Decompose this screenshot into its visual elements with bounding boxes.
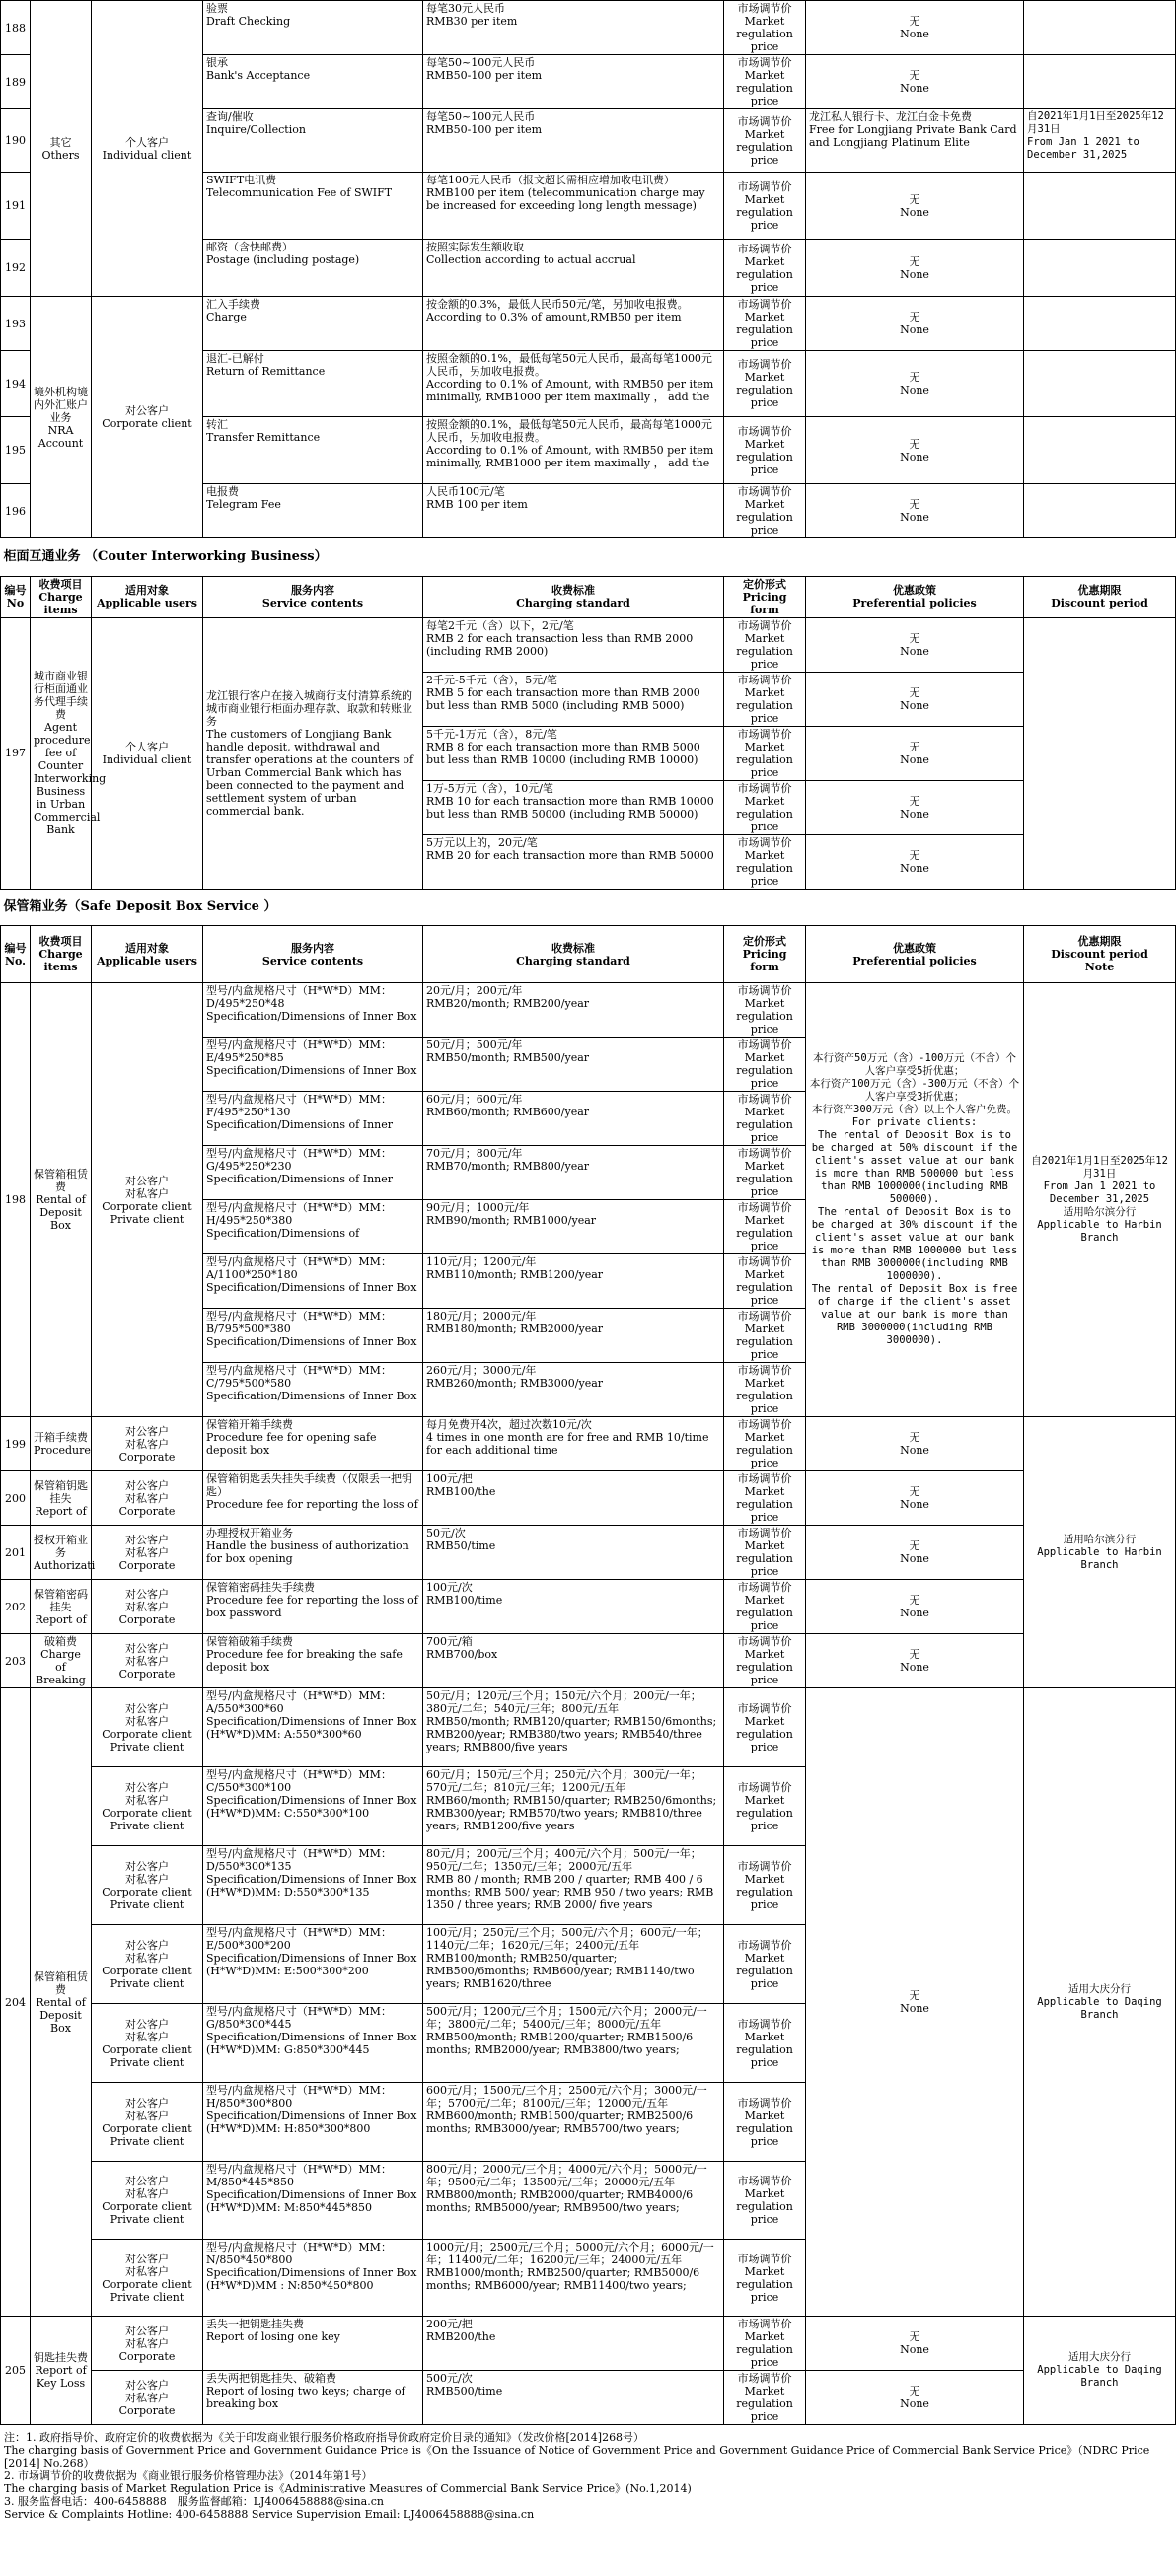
header-content: 服务内容 Service contents	[203, 576, 423, 617]
pricing-form: 市场调节价 Market regulation price	[724, 109, 806, 173]
table-row	[1, 617, 1176, 672]
charging-standard: 1000元/月；2500元/三个月；5000元/六个月；6000元/一年；11400元/二年；16200元/三年；24000元/五年 RMB1000/month; RMB2500/quarter; RMB5000/6 months; RMB6000/year; RMB11400/two years;	[423, 2240, 724, 2317]
charging-standard: 800元/月；2000元/三个月；4000元/六个月；5000元/一年；9500元/二年；13500元/三年；20000元/五年 RMB800/month; RMB2000/quarter; RMB4000/6 months; RMB5000/year; RMB9500/two years;	[423, 2162, 724, 2240]
preferential-policy: 无 None	[806, 297, 1024, 351]
header-row	[1, 576, 1176, 617]
charge-item: 城市商业银行柜面通业务代理手续费 Agent procedure fee of Counter Interworking Business in Urban Commercial Bank	[31, 617, 92, 889]
service-content: 保管箱钥匙丢失挂失手续费（仅限丢一把钥匙） Procedure fee for reporting the loss of	[203, 1471, 423, 1526]
header-user: 适用对象 Applicable users	[92, 926, 203, 983]
applicable-users: 对公客户 对私客户 Corporate	[92, 1417, 203, 1471]
service-content: 丢失两把钥匙挂失、破箱费 Report of losing two keys; charge of breaking box	[203, 2371, 423, 2425]
header-form: 定价形式 Pricing form	[724, 926, 806, 983]
pricing-form: 市场调节价 Market regulation price	[724, 2004, 806, 2083]
charging-standard: 110元/月；1200元/年 RMB110/month; RMB1200/year	[423, 1254, 724, 1309]
row-number: 200	[1, 1471, 31, 1526]
row-number: 198	[1, 983, 31, 1417]
table-row	[1, 1471, 1176, 1526]
charging-standard: 按金额的0.3%，最低人民币50元/笔，另加收电报费。 According to 0.3% of amount,RMB50 per item	[423, 297, 724, 351]
charging-standard: 50元/次 RMB50/time	[423, 1526, 724, 1580]
header-row	[1, 926, 1176, 983]
pricing-form: 市场调节价 Market regulation price	[724, 2083, 806, 2162]
pricing-form: 市场调节价 Market regulation price	[724, 173, 806, 240]
preferential-policy: 无 None	[806, 1471, 1024, 1526]
charging-standard: 按照金额的0.1%，最低每笔50元人民币，最高每笔1000元人民币，另加收电报费。 According to 0.1% of Amount, with RMB50 per item minimally, RMB1000 per item maximally ， add the	[423, 351, 724, 417]
applicable-users: 对公客户 对私客户 Corporate	[92, 2317, 203, 2371]
row-number: 191	[1, 173, 31, 240]
pricing-form: 市场调节价 Market regulation price	[724, 726, 806, 780]
service-content: 邮资（含快邮费） Postage (including postage)	[203, 240, 423, 297]
applicable-users: 对公客户 对私客户 Corporate	[92, 1580, 203, 1634]
service-content: 保管箱密码挂失手续费 Procedure fee for reporting the loss of box password	[203, 1580, 423, 1634]
service-content: 型号/内盒规格尺寸（H*W*D）MM：A/1100*250*180 Specification/Dimensions of Inner Box	[203, 1254, 423, 1309]
service-content: 型号/内盒规格尺寸（H*W*D）MM：D/495*250*48 Specification/Dimensions of Inner Box	[203, 983, 423, 1038]
applicable-users: 对公客户 对私客户 Corporate client Private client	[92, 2240, 203, 2317]
preferential-policy: 无 None	[806, 780, 1024, 834]
preferential-policy: 无 None	[806, 1580, 1024, 1634]
charging-standard: 每笔100元人民币（报文超长需相应增加收电讯费） RMB100 per item (telecommunication charge may be increased for exceeding long length message)	[423, 173, 724, 240]
safe-deposit-table	[0, 925, 1176, 2425]
preferential-policy: 无 None	[806, 672, 1024, 726]
note-3-en: Service & Complaints Hotline: 400-6458888 Service Supervision Email: LJ4006458888@sina.cn	[4, 2508, 535, 2521]
charging-standard: 每月免费开4次，超过次数10元/次 4 times in one month are for free and RMB 10/time for each additional time	[423, 1417, 724, 1471]
charge-item: 保管箱租赁费 Rental of Deposit Box	[31, 983, 92, 1417]
service-content: 保管箱破箱手续费 Procedure fee for breaking the safe deposit box	[203, 1634, 423, 1688]
service-content: 电报费 Telegram Fee	[203, 484, 423, 538]
preferential-policy: 无 None	[806, 726, 1024, 780]
preferential-policy: 无 None	[806, 55, 1024, 109]
pricing-form: 市场调节价 Market regulation price	[724, 1925, 806, 2004]
preferential-policy: 无 None	[806, 240, 1024, 297]
pricing-form: 市场调节价 Market regulation price	[724, 1634, 806, 1688]
discount-period	[1024, 484, 1176, 538]
header-content: 服务内容 Service contents	[203, 926, 423, 983]
pricing-form: 市场调节价 Market regulation price	[724, 672, 806, 726]
pricing-form: 市场调节价 Market regulation price	[724, 2240, 806, 2317]
pricing-form: 市场调节价 Market regulation price	[724, 55, 806, 109]
pricing-form: 市场调节价 Market regulation price	[724, 297, 806, 351]
charging-standard: 每笔30元人民币 RMB30 per item	[423, 1, 724, 55]
charging-standard: 100元/把 RMB100/the	[423, 1471, 724, 1526]
row-number: 196	[1, 484, 31, 538]
charge-item: 破箱费 Charge of Breaking	[31, 1634, 92, 1688]
discount-period: 自2021年1月1日至2025年12月31日 From Jan 1 2021 to December 31,2025	[1024, 109, 1176, 173]
header-period: 优惠期限 Discount period Note	[1024, 926, 1176, 983]
preferential-policy: 无 None	[806, 1688, 1024, 2317]
preferential-policy: 无 None	[806, 1526, 1024, 1580]
pricing-form: 市场调节价 Market regulation price	[724, 240, 806, 297]
charging-standard: 20元/月；200元/年 RMB20/month; RMB200/year	[423, 983, 724, 1038]
applicable-users: 对公客户 对私客户 Corporate	[92, 1634, 203, 1688]
header-policy: 优惠政策 Preferential policies	[806, 576, 1024, 617]
preferential-policy: 龙江私人银行卡、龙江白金卡免费 Free for Longjiang Private Bank Card and Longjiang Platinum Elite	[806, 109, 1024, 173]
charging-standard: 600元/月；1500元/三个月；2500元/六个月；3000元/一年；5700元/二年；8100元/三年；12000元/五年 RMB600/month; RMB1500/quarter; RMB2500/6 months; RMB3000/year; RMB5700/two years;	[423, 2083, 724, 2162]
charging-standard: 50元/月；120元/三个月；150元/六个月；200元/一年；380元/二年；540元/三年；800元/五年 RMB50/month; RMB120/quarter; RMB150/6months; RMB200/year; RMB380/two years; RMB540/three years; RMB800/five years	[423, 1688, 724, 1767]
discount-period	[1024, 1, 1176, 55]
service-content: 型号/内盒规格尺寸（H*W*D）MM：C/550*300*100 Specification/Dimensions of Inner Box (H*W*D)MM: C:550*300*100	[203, 1767, 423, 1846]
preferential-policy: 无 None	[806, 1, 1024, 55]
pricing-form: 市场调节价 Market regulation price	[724, 1, 806, 55]
pricing-form: 市场调节价 Market regulation price	[724, 2162, 806, 2240]
charging-standard: 每笔2千元（含）以下，2元/笔 RMB 2 for each transaction less than RMB 2000 (including RMB 2000)	[423, 617, 724, 672]
pricing-form: 市场调节价 Market regulation price	[724, 351, 806, 417]
service-content: 型号/内盒规格尺寸（H*W*D）MM：F/495*250*130 Specification/Dimensions of Inner	[203, 1092, 423, 1146]
note-2: 2. 市场调节价的收费依据为《商业银行服务价格管理办法》（2014年第1号）	[4, 2469, 373, 2482]
discount-period	[1024, 351, 1176, 417]
preferential-policy: 无 None	[806, 417, 1024, 484]
charging-standard: 按照金额的0.1%，最低每笔50元人民币，最高每笔1000元人民币，另加收电报费。 According to 0.1% of Amount, with RMB50 per item minimally, RMB1000 per item maximally ， add the	[423, 417, 724, 484]
charging-standard: 1万-5万元（含），10元/笔 RMB 10 for each transaction more than RMB 10000 but less than RMB 50000 (including RMB 50000)	[423, 780, 724, 834]
note-1: 注：1. 政府指导价、政府定价的收费依据为《关于印发商业银行服务价格政府指导价政府定价目录的通知》（发改价格[2014]268号）	[4, 2431, 645, 2444]
section-title-safe-deposit: 保管箱业务（Safe Deposit Box Service ）	[3, 899, 277, 915]
pricing-form: 市场调节价 Market regulation price	[724, 1038, 806, 1092]
pricing-form: 市场调节价 Market regulation price	[724, 834, 806, 889]
pricing-form: 市场调节价 Market regulation price	[724, 1254, 806, 1309]
discount-period: 自2021年1月1日至2025年12月31日 From Jan 1 2021 to December 31,2025 适用哈尔滨分行 Applicable to Harbin Branch	[1024, 983, 1176, 1417]
discount-period	[1024, 240, 1176, 297]
row-number: 193	[1, 297, 31, 351]
row-number: 202	[1, 1580, 31, 1634]
discount-period	[1024, 173, 1176, 240]
preferential-policy: 无 None	[806, 2317, 1024, 2371]
applicable-users: 个人客户 Individual client	[92, 617, 203, 889]
table-row	[1, 2317, 1176, 2371]
charging-standard: 人民币100元/笔 RMB 100 per item	[423, 484, 724, 538]
applicable-users: 对公客户 对私客户 Corporate	[92, 1526, 203, 1580]
applicable-users: 对公客户 对私客户 Corporate client Private client	[92, 1925, 203, 2004]
header-form: 定价形式 Pricing form	[724, 576, 806, 617]
charging-standard: 260元/月；3000元/年 RMB260/month; RMB3000/year	[423, 1363, 724, 1417]
table-row	[1, 983, 1176, 1038]
service-content: 型号/内盒规格尺寸（H*W*D）MM：A/550*300*60 Specification/Dimensions of Inner Box (H*W*D)MM: A:550*300*60	[203, 1688, 423, 1767]
others-nra-table	[0, 0, 1176, 576]
row-number: 205	[1, 2317, 31, 2425]
preferential-policy: 无 None	[806, 1634, 1024, 1688]
pricing-form: 市场调节价 Market regulation price	[724, 1580, 806, 1634]
pricing-form: 市场调节价 Market regulation price	[724, 2371, 806, 2425]
service-content: SWIFT电讯费 Telecommunication Fee of SWIFT	[203, 173, 423, 240]
row-number: 189	[1, 55, 31, 109]
applicable-users: 个人客户 Individual client	[92, 1, 203, 297]
pricing-form: 市场调节价 Market regulation price	[724, 1309, 806, 1363]
header-policy: 优惠政策 Preferential policies	[806, 926, 1024, 983]
preferential-policy: 无 None	[806, 617, 1024, 672]
pricing-form: 市场调节价 Market regulation price	[724, 1767, 806, 1846]
row-number: 190	[1, 109, 31, 173]
service-content: 汇入手续费 Charge	[203, 297, 423, 351]
applicable-users: 对公客户 对私客户 Corporate client Private client	[92, 1846, 203, 1925]
header-standard: 收费标准 Charging standard	[423, 926, 724, 983]
header-no: 编号 No.	[1, 926, 31, 983]
service-content: 查询/催收 Inquire/Collection	[203, 109, 423, 173]
discount-period	[1024, 617, 1176, 889]
applicable-users: 对公客户 对私客户 Corporate client Private client	[92, 1767, 203, 1846]
pricing-form: 市场调节价 Market regulation price	[724, 1846, 806, 1925]
row-number: 203	[1, 1634, 31, 1688]
footnotes	[0, 2425, 1175, 2521]
row-number: 201	[1, 1526, 31, 1580]
service-content: 银承 Bank's Acceptance	[203, 55, 423, 109]
preferential-policy: 无 None	[806, 834, 1024, 889]
note-3: 3. 服务监督电话：400-6458888 服务监督邮箱：LJ4006458888@sina.cn	[4, 2495, 384, 2508]
charging-standard: 200元/把 RMB200/the	[423, 2317, 724, 2371]
service-content: 型号/内盒规格尺寸（H*W*D）MM：E/495*250*85 Specification/Dimensions of Inner Box	[203, 1038, 423, 1092]
pricing-form: 市场调节价 Market regulation price	[724, 2317, 806, 2371]
preferential-policy: 无 None	[806, 2371, 1024, 2425]
pricing-form: 市场调节价 Market regulation price	[724, 1471, 806, 1526]
header-no: 编号 No	[1, 576, 31, 617]
applicable-users: 对公客户 对私客户 Corporate client Private client	[92, 2162, 203, 2240]
charging-standard: 每笔50~100元人民币 RMB50-100 per item	[423, 109, 724, 173]
charging-standard: 180元/月；2000元/年 RMB180/month; RMB2000/year	[423, 1309, 724, 1363]
preferential-policy: 无 None	[806, 484, 1024, 538]
discount-period: 适用哈尔滨分行 Applicable to Harbin Branch	[1024, 1417, 1176, 1688]
table-row	[1, 297, 1176, 351]
applicable-users: 对公客户 对私客户 Corporate client Private client	[92, 2083, 203, 2162]
row-number: 195	[1, 417, 31, 484]
charge-item-group: 其它 Others	[31, 1, 92, 297]
header-period: 优惠期限 Discount period	[1024, 576, 1176, 617]
discount-period	[1024, 417, 1176, 484]
pricing-form: 市场调节价 Market regulation price	[724, 983, 806, 1038]
service-content: 龙江银行客户在接入城商行支付清算系统的城市商业银行柜面办理存款、取款和转账业务 The customers of Longjiang Bank handle deposit, withdrawal and transfer operations at the counters of Urban Commercial Bank which has been connected to the payment and settlement system of urban commercial bank.	[203, 617, 423, 889]
charging-standard: 60元/月；150元/三个月；250元/六个月；300元/一年；570元/二年；810元/三年；1200元/五年 RMB60/month; RMB150/quarter; RMB250/6months; RMB300/year; RMB570/two years; RMB810/three years; RMB1200/five years	[423, 1767, 724, 1846]
pricing-form: 市场调节价 Market regulation price	[724, 1146, 806, 1200]
preferential-policy: 无 None	[806, 351, 1024, 417]
applicable-users: 对公客户 对私客户 Corporate client Private client	[92, 983, 203, 1417]
table-row	[1, 1634, 1176, 1688]
pricing-form: 市场调节价 Market regulation price	[724, 617, 806, 672]
discount-period: 适用大庆分行 Applicable to Daqing Branch	[1024, 2317, 1176, 2425]
header-item: 收费项目 Charge items	[31, 576, 92, 617]
row-number: 188	[1, 1, 31, 55]
pricing-form: 市场调节价 Market regulation price	[724, 1526, 806, 1580]
pricing-form: 市场调节价 Market regulation price	[724, 780, 806, 834]
row-number: 199	[1, 1417, 31, 1471]
section-title-counter: 柜面互通业务 （Couter Interworking Business）	[3, 549, 328, 565]
row-number: 204	[1, 1688, 31, 2317]
service-content: 丢失一把钥匙挂失费 Report of losing one key	[203, 2317, 423, 2371]
pricing-form: 市场调节价 Market regulation price	[724, 1417, 806, 1471]
applicable-users: 对公客户 对私客户 Corporate	[92, 2371, 203, 2425]
charging-standard: 每笔50~100元人民币 RMB50-100 per item	[423, 55, 724, 109]
charging-standard: 5万元以上的，20元/笔 RMB 20 for each transaction more than RMB 50000	[423, 834, 724, 889]
service-content: 型号/内盒规格尺寸（H*W*D）MM：E/500*300*200 Specification/Dimensions of Inner Box (H*W*D)MM: E:500*300*200	[203, 1925, 423, 2004]
applicable-users: 对公客户 对私客户 Corporate client Private client	[92, 1688, 203, 1767]
table-row	[1, 1417, 1176, 1471]
row-number: 192	[1, 240, 31, 297]
service-content: 转汇 Transfer Remittance	[203, 417, 423, 484]
charging-standard: 700元/箱 RMB700/box	[423, 1634, 724, 1688]
service-content: 办理授权开箱业务 Handle the business of authorization for box opening	[203, 1526, 423, 1580]
charge-item-group: 境外机构境内外汇账户业务 NRA Account	[31, 297, 92, 538]
service-content: 保管箱开箱手续费 Procedure fee for opening safe deposit box	[203, 1417, 423, 1471]
service-content: 验票 Draft Checking	[203, 1, 423, 55]
pricing-form: 市场调节价 Market regulation price	[724, 1200, 806, 1254]
service-content: 型号/内盒规格尺寸（H*W*D）MM：M/850*445*850 Specification/Dimensions of Inner Box (H*W*D)MM: M:850*445*850	[203, 2162, 423, 2240]
pricing-form: 市场调节价 Market regulation price	[724, 1363, 806, 1417]
header-standard: 收费标准 Charging standard	[423, 576, 724, 617]
pricing-form: 市场调节价 Market regulation price	[724, 417, 806, 484]
note-2-en: The charging basis of Market Regulation Price is《Administrative Measures of Commercial Bank Service Price》(No.1,2014)	[4, 2482, 692, 2495]
service-content: 型号/内盒规格尺寸（H*W*D）MM：B/795*500*380 Specification/Dimensions of Inner Box	[203, 1309, 423, 1363]
charging-standard: 100元/月；250元/三个月；500元/六个月；600元/一年；1140元/二年；1620元/三年；2400元/五年 RMB100/month; RMB250/quarter; RMB500/6months; RMB600/year; RMB1140/two years; RMB1620/three	[423, 1925, 724, 2004]
charging-standard: 2千元-5千元（含），5元/笔 RMB 5 for each transaction more than RMB 2000 but less than RMB 5000 (including RMB 5000)	[423, 672, 724, 726]
note-1-en: The charging basis of Government Price and Government Guidance Price is《On the Issuance of Notice of Government Price and Government Guidance Price of Commercial Bank Service Price》（NDRC Price [2014] No.268）	[4, 2444, 1150, 2469]
charging-standard: 50元/月；500元/年 RMB50/month; RMB500/year	[423, 1038, 724, 1092]
charging-standard: 90元/月；1000元/年 RMB90/month; RMB1000/year	[423, 1200, 724, 1254]
counter-interworking-table	[0, 576, 1176, 926]
preferential-policy: 无 None	[806, 173, 1024, 240]
charging-standard: 500元/月；1200元/三个月；1500元/六个月；2000元/一年；3800元/二年；5400元/三年；8000元/五年 RMB500/month; RMB1200/quarter; RMB1500/6 months; RMB2000/year; RMB3800/two years;	[423, 2004, 724, 2083]
charge-item: 保管箱密码挂失 Report of	[31, 1580, 92, 1634]
service-content: 型号/内盒规格尺寸（H*W*D）MM：G/850*300*445 Specification/Dimensions of Inner Box (H*W*D)MM: G:850*300*445	[203, 2004, 423, 2083]
applicable-users: 对公客户 对私客户 Corporate	[92, 1471, 203, 1526]
charging-standard: 70元/月；800元/年 RMB70/month; RMB800/year	[423, 1146, 724, 1200]
preferential-policy: 本行资产50万元（含）-100万元（不含）个人客户享受5折优惠； 本行资产100万元（含）-300万元（不含）个人客户享受3折优惠； 本行资产300万元（含）以上个人客户免费。 For private clients: The rental of Deposit Box is to be charged at 50% discount if the client's asset value at our bank is more than RMB 500000 but less than RMB 1000000(including RMB 500000). The rental of Deposit Box is to be charged at 30% discount if the client's asset value at our bank is more than RMB 1000000 but less than RMB 3000000(including RMB 1000000). The rental of Deposit Box is free of charge if the client's asset value at our bank is more than RMB 3000000(including RMB 3000000).	[806, 983, 1024, 1417]
table-row	[1, 1, 1176, 55]
pricing-form: 市场调节价 Market regulation price	[724, 484, 806, 538]
table-row	[1, 1526, 1176, 1580]
applicable-users: 对公客户 对私客户 Corporate client Private client	[92, 2004, 203, 2083]
discount-period	[1024, 55, 1176, 109]
table-row	[1, 1688, 1176, 1767]
charge-item: 钥匙挂失费 Report of Key Loss	[31, 2317, 92, 2425]
row-number: 194	[1, 351, 31, 417]
pricing-form: 市场调节价 Market regulation price	[724, 1092, 806, 1146]
service-content: 型号/内盒规格尺寸（H*W*D）MM：N/850*450*800 Specification/Dimensions of Inner Box (H*W*D)MM : N:850*450*800	[203, 2240, 423, 2317]
charging-standard: 80元/月；200元/三个月；400元/六个月；500元/一年；950元/二年；1350元/三年；2000元/五年 RMB 80 / month; RMB 200 / quarter; RMB 400 / 6 months; RMB 500/ year; RMB 950 / two years; RMB 1350 / three years; RMB 2000/ five years	[423, 1846, 724, 1925]
charging-standard: 100元/次 RMB100/time	[423, 1580, 724, 1634]
charge-item: 保管箱租赁费 Rental of Deposit Box	[31, 1688, 92, 2317]
service-content: 型号/内盒规格尺寸（H*W*D）MM：C/795*500*580 Specification/Dimensions of Inner Box	[203, 1363, 423, 1417]
table-row	[1, 1580, 1176, 1634]
charging-standard: 500元/次 RMB500/time	[423, 2371, 724, 2425]
header-user: 适用对象 Applicable users	[92, 576, 203, 617]
discount-period	[1024, 297, 1176, 351]
charging-standard: 按照实际发生额收取 Collection according to actual accrual	[423, 240, 724, 297]
table-row	[1, 2371, 1176, 2425]
pricing-form: 市场调节价 Market regulation price	[724, 1688, 806, 1767]
service-content: 退汇-已解付 Return of Remittance	[203, 351, 423, 417]
service-content: 型号/内盒规格尺寸（H*W*D）MM：G/495*250*230 Specification/Dimensions of Inner	[203, 1146, 423, 1200]
charging-standard: 60元/月；600元/年 RMB60/month; RMB600/year	[423, 1092, 724, 1146]
row-number: 197	[1, 617, 31, 889]
charge-item: 保管箱钥匙挂失 Report of	[31, 1471, 92, 1526]
preferential-policy: 无 None	[806, 1417, 1024, 1471]
charge-item: 开箱手续费 Procedure	[31, 1417, 92, 1471]
header-item: 收费项目 Charge items	[31, 926, 92, 983]
service-content: 型号/内盒规格尺寸（H*W*D）MM：D/550*300*135 Specification/Dimensions of Inner Box (H*W*D)MM: D:550*300*135	[203, 1846, 423, 1925]
discount-period: 适用大庆分行 Applicable to Daqing Branch	[1024, 1688, 1176, 2317]
charging-standard: 5千元-1万元（含），8元/笔 RMB 8 for each transaction more than RMB 5000 but less than RMB 10000 (including RMB 10000)	[423, 726, 724, 780]
service-content: 型号/内盒规格尺寸（H*W*D）MM：H/495*250*380 Specification/Dimensions of	[203, 1200, 423, 1254]
service-content: 型号/内盒规格尺寸（H*W*D）MM：H/850*300*800 Specification/Dimensions of Inner Box (H*W*D)MM: H:850*300*800	[203, 2083, 423, 2162]
charge-item: 授权开箱业务 Authorizati	[31, 1526, 92, 1580]
applicable-users: 对公客户 Corporate client	[92, 297, 203, 538]
